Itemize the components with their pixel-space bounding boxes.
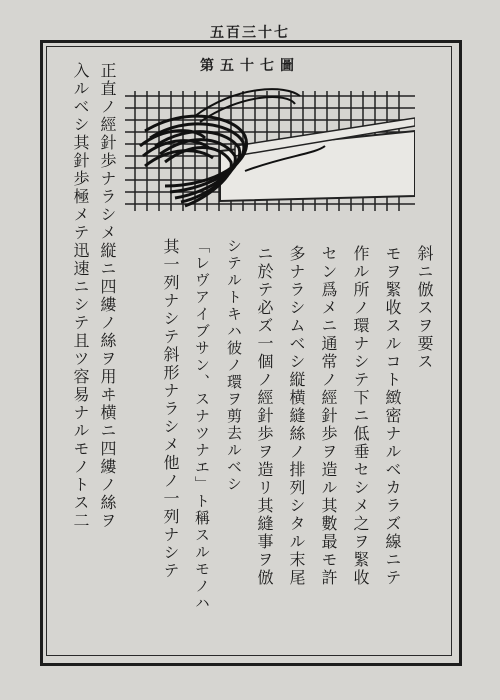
stitch-illustration — [125, 76, 415, 216]
text-column-4: セン爲メニ通常ノ經針歩ヲ造ル其數最モ許 — [319, 245, 338, 587]
text-column-6: ニ於テ必ズ一個ノ經針歩ヲ造リ其縫事ヲ倣 — [255, 245, 274, 587]
text-column-8: 「レヴアイブサン、スナツナエ」ト稱スルモノハ — [193, 238, 211, 612]
text-column-5: 多ナラシムベシ縦横縫絲ノ排列シタル末尾 — [287, 245, 306, 587]
figure-title: 第五十七圖 — [200, 58, 300, 74]
text-column-left-1: 正直ノ經針歩ナラシメ縦ニ四縷ノ絲ヲ用ヰ横ニ四縷ノ絲ヲ — [98, 62, 117, 530]
text-column-1: 斜ニ倣スヲ要ス — [415, 245, 434, 371]
text-column-2: モヲ緊收スルコト緻密ナルベカラズ線ニテ — [383, 245, 402, 587]
text-column-7: シテルトキハ彼ノ環ヲ剪去ルベシ — [225, 238, 243, 493]
text-column-left-2: 入ルベシ其針歩極メテ迅速ニシテ且ツ容易ナルモノトス二 — [71, 62, 90, 530]
page-number: 五百三十七 — [210, 25, 290, 41]
text-column-9: 其一列ナシテ斜形ナラシメ他ノ一列ナシテ — [161, 238, 180, 580]
text-column-3: 作ル所ノ環ナシテ下ニ低垂セシメ之ヲ緊收 — [351, 245, 370, 587]
